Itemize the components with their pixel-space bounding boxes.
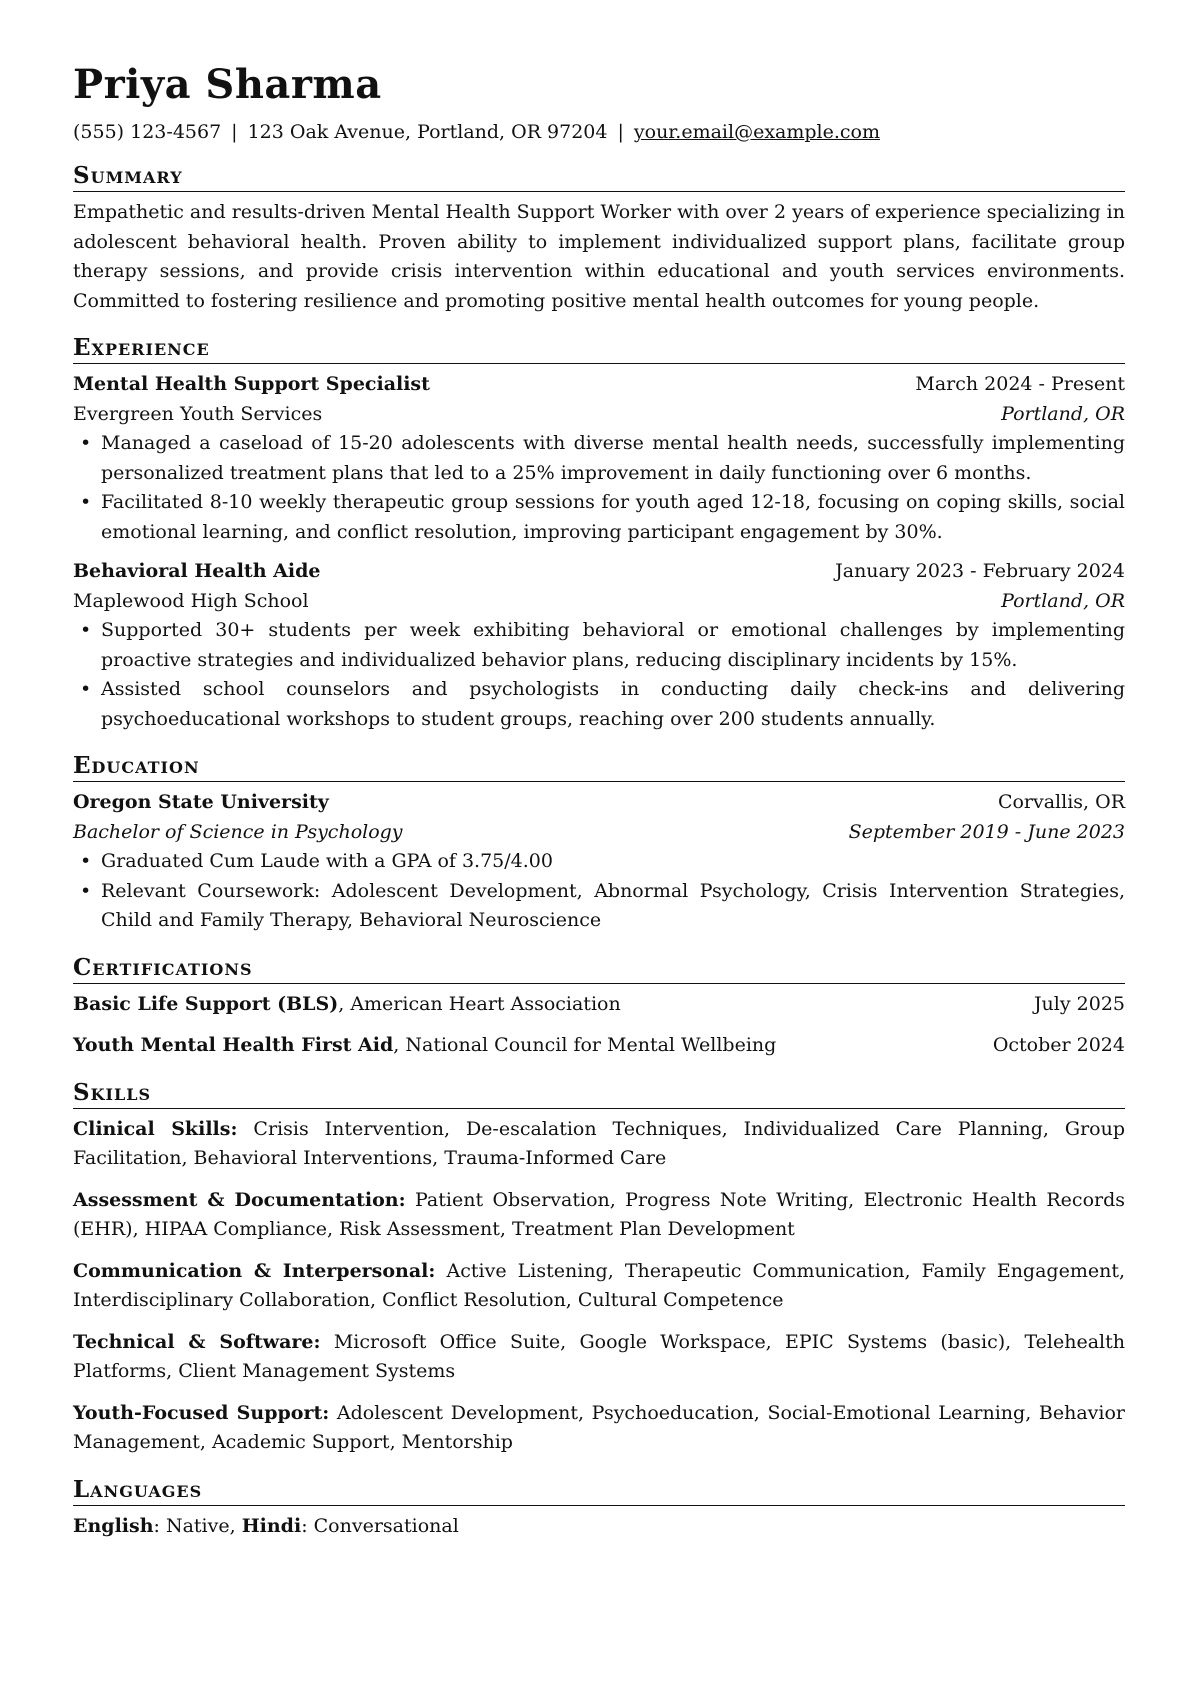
contact-line	[73, 120, 1125, 144]
skill-group-label: Youth-Focused Support:	[73, 1401, 330, 1424]
job-role: Behavioral Health Aide	[73, 560, 321, 582]
skill-group	[73, 1328, 1125, 1387]
section-title-languages: Languages	[73, 1476, 1125, 1506]
skill-group-text: Microsoft Office Suite, Google Workspace, EPIC Systems (basic), Telehealth Platforms, Client Management Systems	[73, 1330, 1126, 1382]
job-org-row	[73, 400, 1125, 430]
contact-separator: |	[231, 121, 238, 143]
skill-group-label: Assessment & Documentation:	[73, 1188, 406, 1211]
certification-text	[73, 990, 621, 1020]
candidate-name: Priya Sharma	[73, 61, 382, 108]
job-bullets	[73, 616, 1125, 734]
education-section	[73, 752, 1125, 936]
job-dates: March 2024 - Present	[915, 373, 1125, 395]
job-org: Evergreen Youth Services	[73, 402, 323, 425]
language-name: English	[73, 1514, 154, 1537]
certification-name: Basic Life Support (BLS)	[73, 992, 339, 1015]
degree-name: Bachelor of Science in Psychology	[73, 820, 403, 843]
languages-line	[73, 1512, 1125, 1542]
skill-group	[73, 1115, 1125, 1174]
skills-section	[73, 1079, 1125, 1458]
skill-group-label: Communication & Interpersonal:	[73, 1259, 436, 1282]
school-location: Corvallis, OR	[997, 791, 1125, 813]
job-bullet: • Assisted school counselors and psychologists in conducting daily check-ins and delivering psychoeducational workshops to student groups, reaching over 200 students annually.	[73, 675, 1125, 734]
job-dates: January 2023 - February 2024	[835, 560, 1125, 582]
job-role: Mental Health Support Specialist	[73, 373, 430, 395]
certification-text	[73, 1031, 776, 1061]
section-title-skills: Skills	[73, 1079, 1125, 1109]
degree-row	[73, 818, 1125, 848]
phone-number: (555) 123-4567	[73, 121, 222, 143]
skill-group-text: Crisis Intervention, De-escalation Techniques, Individualized Care Planning, Group Facilitation, Behavioral Interventions, Trauma-Informed Care	[73, 1117, 1125, 1169]
skill-group	[73, 1399, 1125, 1458]
skill-group-text: Patient Observation, Progress Note Writing, Electronic Health Records (EHR), HIPAA Compliance, Risk Assessment, Treatment Plan Development	[73, 1188, 1126, 1240]
section-title-certifications: Certifications	[73, 954, 1125, 984]
job-location: Portland, OR	[1001, 402, 1125, 425]
job-header-row	[73, 370, 1125, 400]
certification-item	[73, 1031, 1125, 1061]
job-bullets	[73, 429, 1125, 547]
skill-group-text: Active Listening, Therapeutic Communication, Family Engagement, Interdisciplinary Collaboration, Conflict Resolution, Cultural Competence	[73, 1259, 1126, 1311]
certification-issuer: , National Council for Mental Wellbeing	[393, 1034, 777, 1056]
section-title-summary: Summary	[73, 162, 1125, 192]
job-bullet: • Facilitated 8-10 weekly therapeutic group sessions for youth aged 12-18, focusing on coping skills, social emotional learning, and conflict resolution, improving participant engagement by 30%.	[73, 488, 1125, 547]
certification-date: July 2025	[1033, 992, 1125, 1015]
email-link[interactable]: your.email@example.com	[633, 121, 880, 143]
certifications-section	[73, 954, 1125, 1061]
school-row	[73, 788, 1125, 818]
language-name: Hindi	[241, 1514, 302, 1537]
skill-group-label: Technical & Software:	[73, 1330, 321, 1353]
education-bullets	[73, 847, 1125, 936]
certification-item	[73, 990, 1125, 1020]
job-org: Maplewood High School	[73, 589, 309, 612]
contact-separator: |	[617, 121, 624, 143]
summary-section	[73, 162, 1125, 316]
job-org-row	[73, 587, 1125, 617]
job-header-row	[73, 557, 1125, 587]
education-dates: September 2019 - June 2023	[848, 820, 1125, 843]
job-entry	[73, 370, 1125, 547]
address: 123 Oak Avenue, Portland, OR 97204	[247, 121, 608, 143]
job-location: Portland, OR	[1001, 589, 1125, 612]
skill-group	[73, 1186, 1125, 1245]
experience-section	[73, 334, 1125, 734]
job-entry	[73, 557, 1125, 734]
skill-group	[73, 1257, 1125, 1316]
section-title-education: Education	[73, 752, 1125, 782]
skill-group-text: Adolescent Development, Psychoeducation, Social-Emotional Learning, Behavior Management, Academic Support, Mentorship	[73, 1401, 1125, 1453]
section-title-experience: Experience	[73, 334, 1125, 364]
education-bullet: • Graduated Cum Laude with a GPA of 3.75/4.00	[73, 847, 1125, 877]
resume-content	[73, 62, 1125, 1541]
certification-issuer: , American Heart Association	[338, 992, 621, 1015]
certification-name: Youth Mental Health First Aid	[73, 1034, 394, 1056]
education-bullet: • Relevant Coursework: Adolescent Development, Abnormal Psychology, Crisis Intervention Strategies, Child and Family Therapy, Behavioral Neuroscience	[73, 877, 1125, 936]
school-name: Oregon State University	[73, 791, 329, 813]
job-bullet: • Managed a caseload of 15-20 adolescents with diverse mental health needs, successfully implementing personalized treatment plans that led to a 25% improvement in daily functioning over 6 months.	[73, 429, 1125, 488]
languages-section	[73, 1476, 1125, 1542]
language-level: : Native,	[153, 1514, 242, 1537]
skill-group-label: Clinical Skills:	[73, 1117, 238, 1140]
language-level: : Conversational	[301, 1514, 459, 1537]
certification-date: October 2024	[992, 1034, 1125, 1056]
summary-text: Empathetic and results-driven Mental Health Support Worker with over 2 years of experience specializing in adolescent behavioral health. Proven ability to implement individualized support plans, facilitate group therapy sessions, and provide crisis intervention within educational and youth services environments. Committed to fostering resilience and promoting positive mental health outcomes for young people.	[73, 201, 1125, 312]
job-bullet: • Supported 30+ students per week exhibiting behavioral or emotional challenges by implementing proactive strategies and individualized behavior plans, reducing disciplinary incidents by 15%.	[73, 616, 1125, 675]
